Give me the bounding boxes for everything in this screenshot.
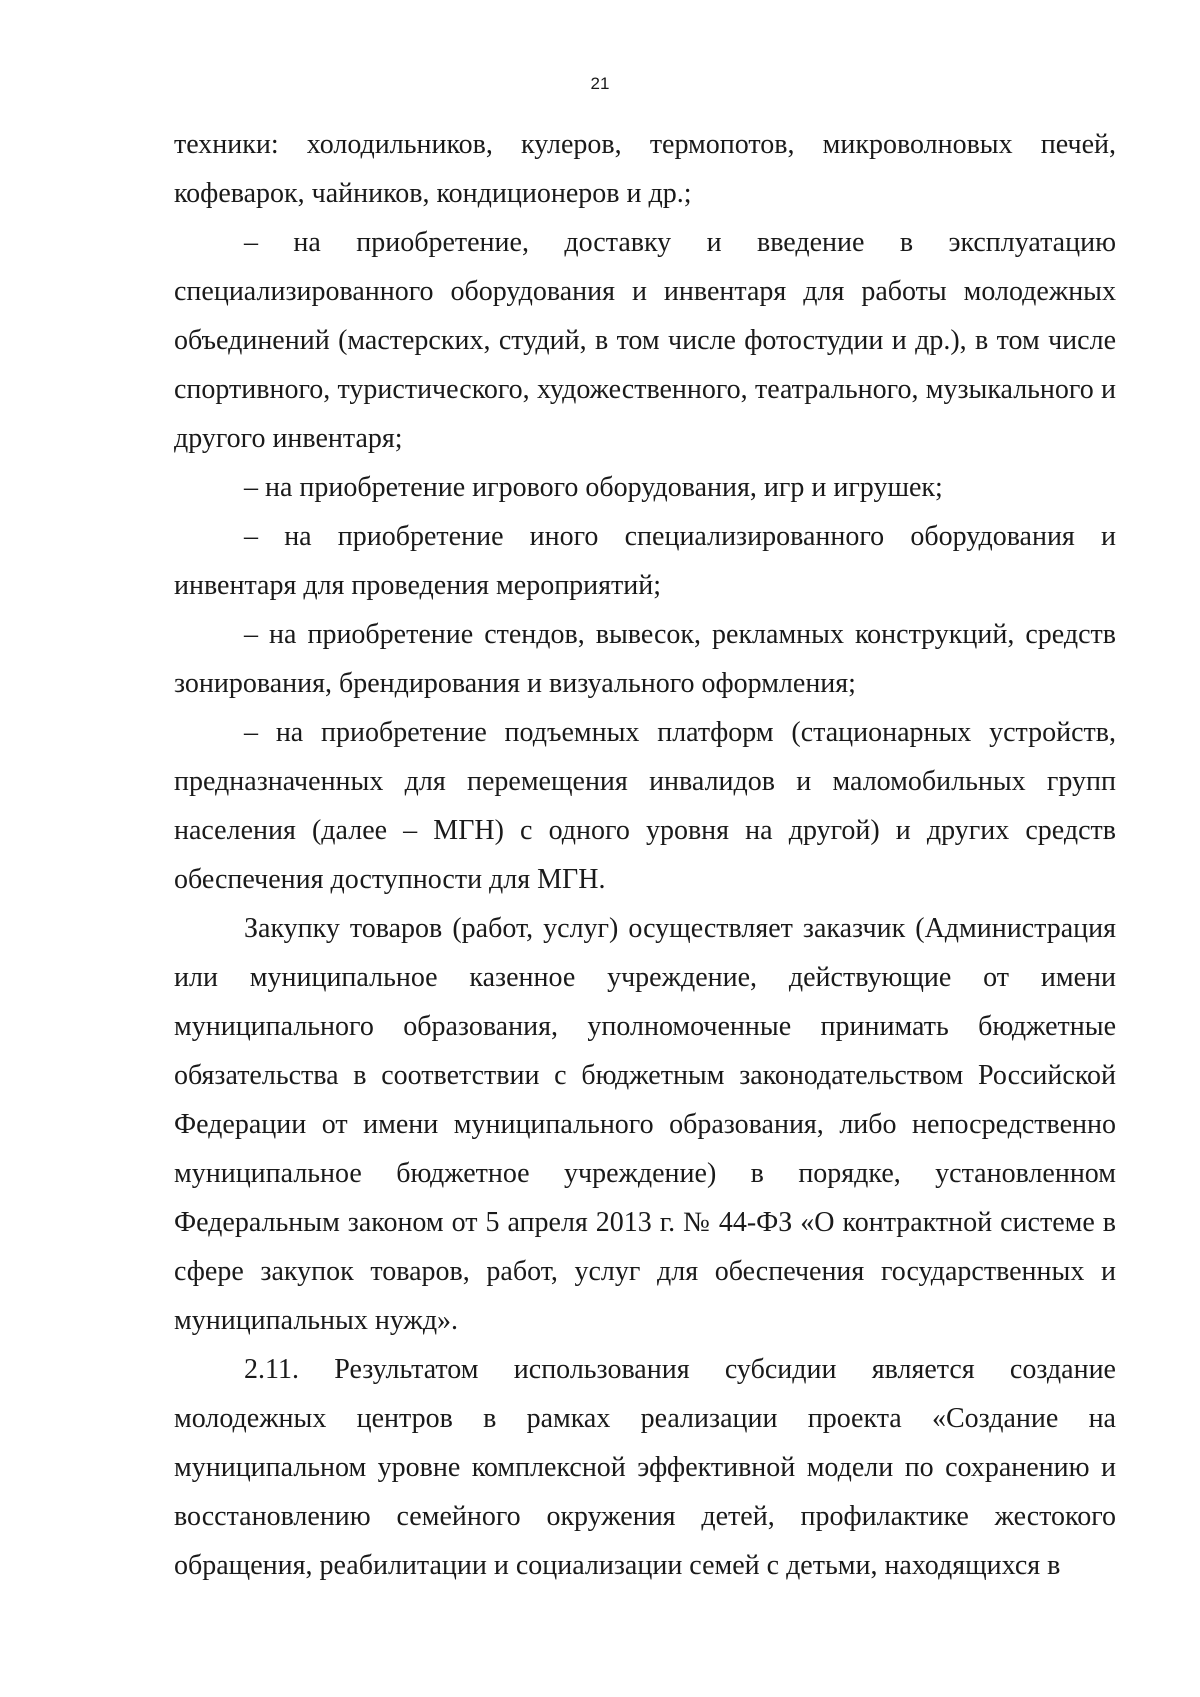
paragraph-lifting-platforms: – на приобретение подъемных платформ (стационарных устройств, предназначенных для перемещения инвалидов и маломобильных групп населения (далее – МГН) с одного уровня на другой) и других средств обеспечения доступности для МГН. [174, 717, 1116, 895]
paragraph-event-equipment: – на приобретение иного специализированного оборудования и инвентаря для проведения мероприятий; [174, 521, 1116, 601]
paragraph-section-2-11: 2.11. Результатом использования субсидии является создание молодежных центров в рамках реализации проекта «Создание на муниципальном уровне комплексной эффективной модели по сохранению и восстановлению семейного окружения детей, профилактике жестокого обращения, реабилитации и социализации семей с детьми, находящихся в [174, 1354, 1116, 1581]
paragraph-procurement: Закупку товаров (работ, услуг) осуществляет заказчик (Администрация или муниципальное казенное учреждение, действующие от имени муниципального образования, уполномоченные принимать бюджетные обязательства в соответствии с бюджетным законодательством Российской Федерации от имени муниципального образования, либо непосредственно муниципальное бюджетное учреждение) в порядке, установленном Федеральным законом от 5 апреля 2013 г. № 44-ФЗ «О контрактной системе в сфере закупок товаров, работ, услуг для обеспечения государственных и муниципальных нужд». [174, 913, 1116, 1336]
paragraph-equipment-continuation: техники: холодильников, кулеров, термопотов, микроволновых печей, кофеварок, чайников, кондиционеров и др.; [174, 129, 1116, 209]
paragraph-specialized-equipment: – на приобретение, доставку и введение в эксплуатацию специализированного оборудования и инвентаря для работы молодежных объединений (мастерских, студий, в том числе фотостудии и др.), в том числе спортивного, туристического, художественного, театрального, музыкального и другого инвентаря; [174, 227, 1116, 454]
paragraph-game-equipment: – на приобретение игрового оборудования, игр и игрушек; [244, 472, 943, 503]
paragraph-stands-signage: – на приобретение стендов, вывесок, рекламных конструкций, средств зонирования, брендирования и визуального оформления; [174, 619, 1116, 699]
document-body [174, 120, 1116, 1590]
page-number: 21 [590, 74, 610, 93]
